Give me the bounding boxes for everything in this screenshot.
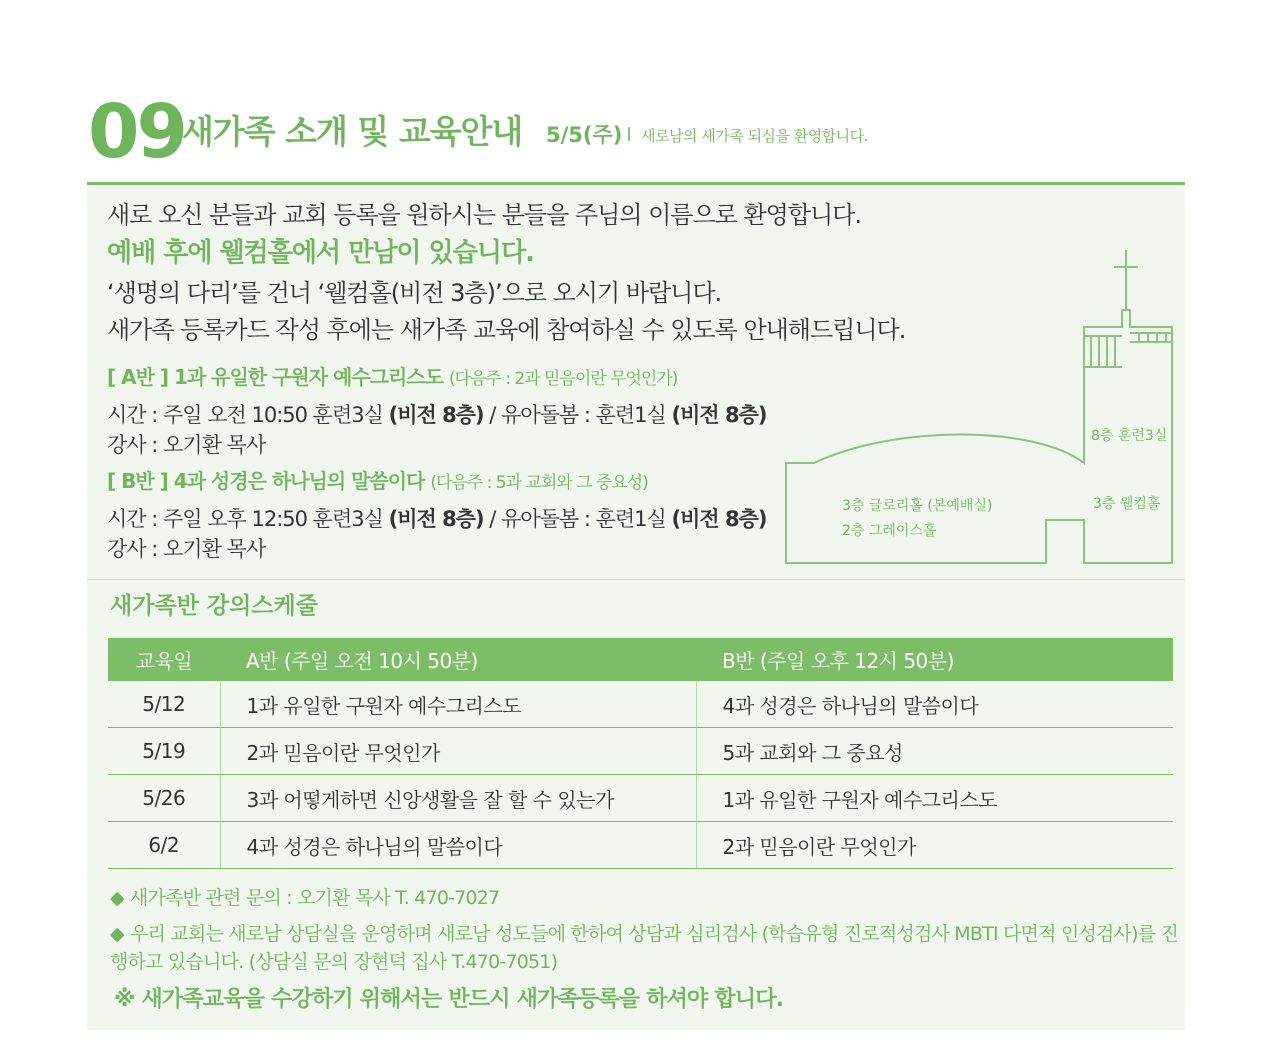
building-label-glory-hall: 3층 글로리홀 (본예배실) — [842, 498, 993, 514]
row-class-b: 5과 교회와 그 중요성 — [696, 728, 1173, 775]
page-title: 새가족 소개 및 교육안내 — [182, 112, 523, 151]
header-class-a: A반 (주일 오전 10시 50분) — [220, 638, 696, 681]
table-row — [108, 822, 1173, 869]
class-a-time-text: 시간 : 주일 오전 10:50 훈련3실 — [107, 403, 389, 427]
header-date: 교육일 — [108, 638, 220, 681]
row-class-b: 2과 믿음이란 무엇인가 — [696, 822, 1173, 869]
welcome-message: 새로남의 새가족 되심을 환영합니다. — [641, 127, 868, 145]
class-b-time-room: (비전 8층) — [388, 507, 484, 531]
section-number: 09 — [88, 89, 185, 175]
section-date: 5/5(주) — [546, 123, 623, 147]
building-label-floor8: 8층 훈련3실 — [1091, 428, 1168, 444]
header-separator — [628, 127, 630, 141]
row-class-a: 4과 성경은 하나님의 말씀이다 — [220, 822, 696, 869]
class-a-teacher: 강사 : 오기환 목사 — [107, 433, 266, 457]
row-date: 5/12 — [108, 681, 220, 728]
note-counseling-text: 우리 교회는 새로남 상담실을 운영하며 새로남 성도들에 한하여 상담과 심리검사 (학습유형 진로적성검사 MBTI 다면적 인성검사)를 진행하고 있습니다. (상담실 문의 장현덕 집사 T.470-7051) — [110, 923, 1179, 973]
bullet-icon: ◆ — [110, 887, 124, 909]
church-building-illustration — [784, 250, 1176, 566]
intro-line-meeting: 예배 후에 웰컴홀에서 만남이 있습니다. — [107, 238, 534, 268]
row-class-b: 1과 유일한 구원자 예수그리스도 — [696, 775, 1173, 822]
schedule-header-row — [108, 638, 1173, 681]
class-a-title: [ A반 ] 1과 유일한 구원자 예수그리스도 — [107, 365, 443, 389]
class-b-care-room: (비전 8층) — [671, 507, 767, 531]
row-date: 5/19 — [108, 728, 220, 775]
bullet-icon: ◆ — [110, 923, 124, 945]
schedule-table — [108, 638, 1173, 869]
note-counseling — [110, 920, 1180, 976]
row-class-b: 4과 성경은 하나님의 말씀이다 — [696, 681, 1173, 728]
class-b-heading — [107, 466, 648, 498]
row-class-a: 2과 믿음이란 무엇인가 — [220, 728, 696, 775]
registration-notice: ※ 새가족교육을 수강하기 위해서는 반드시 새가족등록을 하셔야 합니다. — [114, 987, 784, 1012]
intro-line-directions: ‘생명의 다리’를 건너 ‘웰컴홀(비전 3층)’으로 오시기 바랍니다. — [107, 279, 722, 307]
section-divider — [87, 579, 1185, 580]
header-class-b: B반 (주일 오후 12시 50분) — [696, 638, 1173, 681]
intro-line-welcome: 새로 오신 분들과 교회 등록을 원하시는 분들을 주님의 이름으로 환영합니다. — [107, 201, 861, 229]
row-date: 6/2 — [108, 822, 220, 869]
class-a-time-room: (비전 8층) — [388, 403, 484, 427]
class-b-next: (다음주 : 5과 교회와 그 중요성) — [430, 473, 648, 493]
class-a-heading — [107, 362, 677, 394]
class-b-teacher: 강사 : 오기환 목사 — [107, 537, 266, 561]
building-label-grace-hall: 2층 그레이스홀 — [842, 523, 937, 539]
class-b-time — [107, 504, 766, 534]
table-row — [108, 775, 1173, 822]
schedule-title: 새가족반 강의스케줄 — [110, 593, 318, 619]
row-date: 5/26 — [108, 775, 220, 822]
class-b-care-text: / 유아돌봄 : 훈련1실 — [483, 507, 672, 531]
class-b-title: [ B반 ] 4과 성경은 하나님의 말씀이다 — [107, 469, 425, 493]
building-label-welcome-hall: 3층 웰컴홀 — [1093, 496, 1161, 512]
row-class-a: 3과 어떻게하면 신앙생활을 잘 할 수 있는가 — [220, 775, 696, 822]
class-b-time-text: 시간 : 주일 오후 12:50 훈련3실 — [107, 507, 389, 531]
note-contact — [110, 884, 499, 912]
table-row — [108, 728, 1173, 775]
class-a-care-room: (비전 8층) — [671, 403, 767, 427]
note-contact-text: 새가족반 관련 문의 : 오기환 목사 T. 470-7027 — [130, 887, 500, 909]
class-a-time — [107, 400, 766, 430]
class-a-care-text: / 유아돌봄 : 훈련1실 — [483, 403, 672, 427]
row-class-a: 1과 유일한 구원자 예수그리스도 — [220, 681, 696, 728]
class-a-next: (다음주 : 2과 믿음이란 무엇인가) — [448, 369, 678, 389]
table-row — [108, 681, 1173, 728]
intro-line-guidance: 새가족 등록카드 작성 후에는 새가족 교육에 참여하실 수 있도록 안내해드립니다. — [107, 316, 906, 344]
